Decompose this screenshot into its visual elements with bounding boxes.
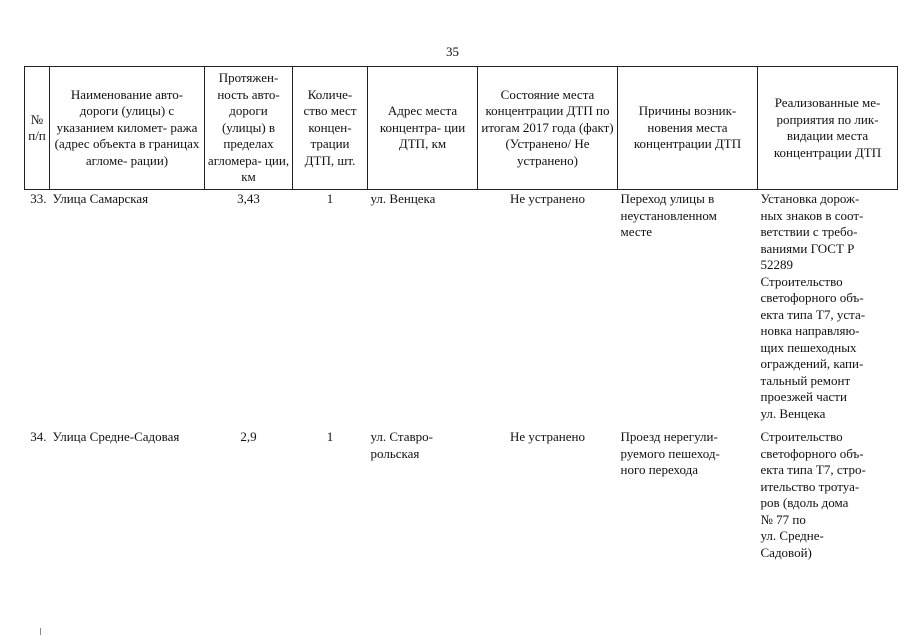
row-dtp-count: 1 [326, 191, 334, 206]
row-causes: Переход улицы в неустановленном месте [620, 191, 717, 239]
row-dtp-address: ул. Ставро- pольская [370, 429, 433, 461]
row-road-name: Улица Самарская [52, 191, 149, 206]
row-dtp-address: ул. Венцека [370, 191, 436, 206]
table-row [25, 190, 898, 429]
header-dtp-address: Адрес места концентра- ции ДТП, км [368, 67, 478, 190]
document-table-container [24, 66, 897, 580]
row-measures: Установка дорож- ных знаков в соот- ветствии с требо- ваниями ГОСТ Р 52289 Строительство светофорного объ- екта типа Т7, уста- новка направляю- щих пешеходных ограждений, капи- тальный ремонт проезжей части ул. Венцека [760, 191, 866, 421]
header-causes: Причины возник- новения места концентрации ДТП [618, 67, 758, 190]
row-state: Не устранено [510, 429, 585, 444]
header-road-length: Протяжен- ность авто- дороги (улицы) в пределах агломера- ции, км [205, 67, 293, 190]
row-measures: Строительство светофорного объ- екта типа Т7, стро- ительство тротуа- ров (вдоль дома № 77 по ул. Средне- Садовой) [760, 429, 866, 560]
dtp-concentration-table [24, 66, 898, 580]
header-number: № п/п [25, 67, 50, 190]
row-number: 34. [30, 429, 47, 444]
page-number: 35 [446, 44, 459, 59]
row-state: Не устранено [510, 191, 585, 206]
row-dtp-count: 1 [326, 429, 334, 444]
table-row [25, 428, 898, 580]
row-number: 33. [30, 191, 47, 206]
header-measures: Реализованные ме- роприятия по лик- видации места концентрации ДТП [758, 67, 898, 190]
scan-mark [40, 628, 44, 635]
header-state: Состояние места концентрации ДТП по итогам 2017 года (факт) (Устранено/ Не устранено) [478, 67, 618, 190]
row-causes: Проезд нерегули- руемого пешеход- ного перехода [620, 429, 720, 477]
header-dtp-count: Количе- ство мест концен- трации ДТП, шт. [293, 67, 368, 190]
row-road-name: Улица Средне-Садовая [52, 429, 180, 444]
row-road-length: 3,43 [237, 191, 260, 206]
header-road-name: Наименование авто- дороги (улицы) с указанием километ- ража (адрес объекта в границах агломе- рации) [50, 67, 205, 190]
row-road-length: 2,9 [240, 429, 257, 444]
table-header-row [25, 67, 898, 190]
